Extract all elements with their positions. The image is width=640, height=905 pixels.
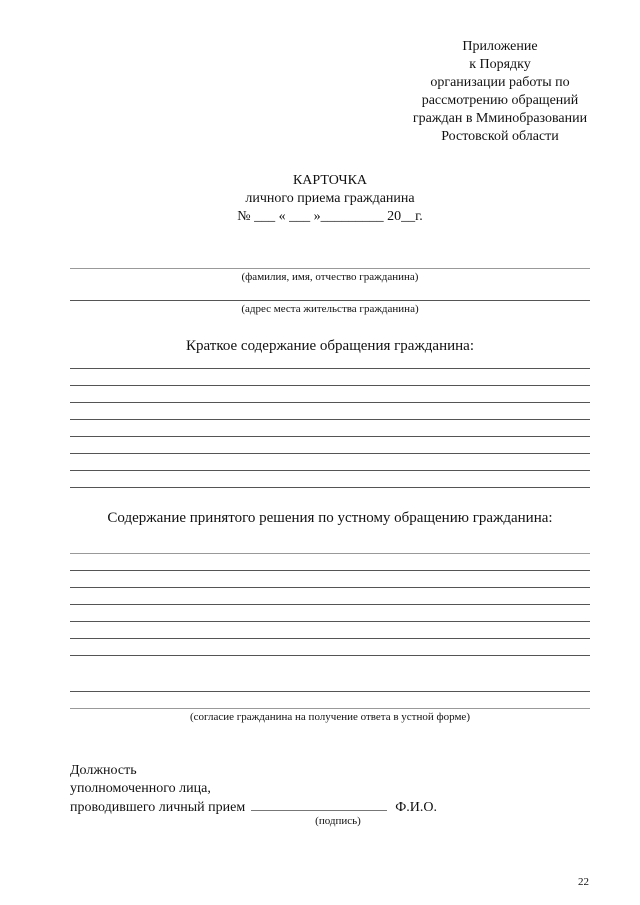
card-title-block bbox=[0, 172, 640, 226]
address-caption: (адрес места жительства гражданина) bbox=[241, 303, 419, 315]
card-title: КАРТОЧКА bbox=[292, 173, 368, 188]
fio-label: Ф.И.О. bbox=[395, 800, 437, 815]
card-number-date: № ___ « ___ »_________ 20__г. bbox=[237, 209, 423, 224]
appendix-line: к Порядку bbox=[469, 57, 531, 72]
position-label: Должность bbox=[70, 763, 137, 778]
summary-line bbox=[70, 419, 590, 420]
position-label: уполномоченного лица, bbox=[70, 781, 211, 796]
decision-line bbox=[70, 587, 590, 588]
position-label: проводившего личный прием bbox=[70, 800, 246, 815]
signature-caption: (подпись) bbox=[315, 815, 361, 827]
summary-line bbox=[70, 470, 590, 471]
appendix-line: рассмотрению обращений bbox=[421, 93, 579, 108]
appendix-line: организации работы по bbox=[430, 75, 570, 90]
signature-block bbox=[70, 762, 437, 817]
consent-line bbox=[70, 708, 590, 709]
decision-line bbox=[70, 604, 590, 605]
fio-line bbox=[70, 268, 590, 269]
appendix-note bbox=[400, 38, 600, 146]
decision-heading: Содержание принятого решения по устному обращению гражданина: bbox=[107, 510, 553, 526]
summary-line bbox=[70, 368, 590, 369]
fio-caption: (фамилия, имя, отчество гражданина) bbox=[241, 271, 419, 283]
signature-line bbox=[251, 798, 387, 811]
decision-line bbox=[70, 570, 590, 571]
decision-line bbox=[70, 691, 590, 692]
summary-line bbox=[70, 402, 590, 403]
summary-line bbox=[70, 487, 590, 488]
appendix-line: Приложение bbox=[462, 39, 538, 54]
summary-line bbox=[70, 453, 590, 454]
summary-heading: Краткое содержание обращения гражданина: bbox=[185, 338, 475, 354]
appendix-line: граждан в Мминобразовании bbox=[412, 111, 588, 126]
summary-line bbox=[70, 436, 590, 437]
consent-caption: (согласие гражданина на получение ответа в устной форме) bbox=[190, 711, 470, 723]
summary-line bbox=[70, 385, 590, 386]
page-number: 22 bbox=[578, 876, 589, 888]
decision-line bbox=[70, 621, 590, 622]
decision-line bbox=[70, 638, 590, 639]
decision-line bbox=[70, 553, 590, 554]
card-subtitle: личного приема гражданина bbox=[245, 191, 415, 206]
address-line bbox=[70, 300, 590, 301]
decision-line bbox=[70, 655, 590, 656]
appendix-line: Ростовской области bbox=[441, 129, 559, 144]
